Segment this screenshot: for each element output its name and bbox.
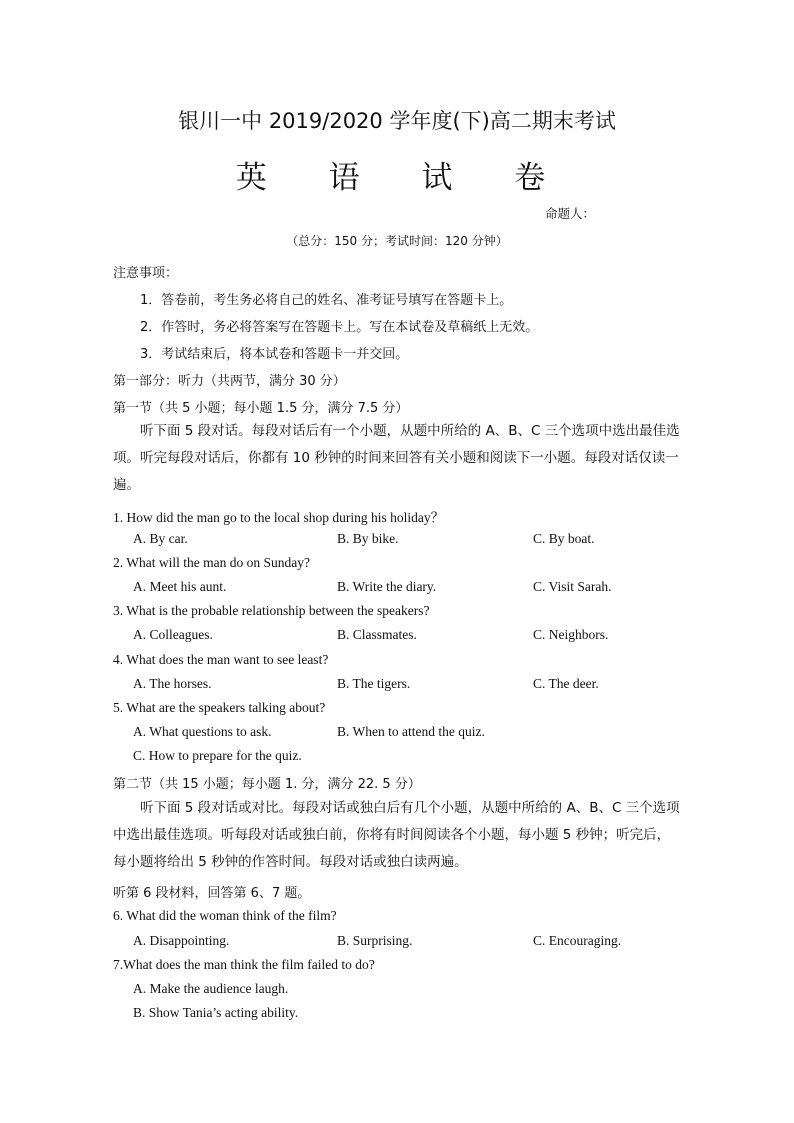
option-c: C. Neighbors. bbox=[533, 627, 609, 642]
subject-title: 英 语 试 卷 bbox=[235, 160, 572, 196]
question-stem: 6. What did the woman think of the film? bbox=[113, 908, 337, 923]
option-a: A. What questions to ask. bbox=[133, 724, 272, 739]
option-a: A. Disappointing. bbox=[133, 933, 230, 948]
part1-heading: 第一部分：听力（共两节，满分 30 分） bbox=[113, 374, 346, 389]
option-a: A. Colleagues. bbox=[133, 627, 213, 642]
option-b: B. When to attend the quiz. bbox=[337, 724, 485, 739]
section1-instructions: 听下面 5 段对话。每段对话后有一个小题，从题中所给的 A、B、C 三个选项中选出最佳选项。听完每段对话后，你都有 10 秒钟的时间来回答有关小题和阅读下一小题。每段对话仅读一遍。 bbox=[113, 423, 680, 493]
score-info: （总分：150 分；考试时间：120 分钟） bbox=[286, 234, 508, 248]
question-stem: 1. How did the man go to the local shop during his holiday？ bbox=[113, 510, 445, 525]
option-a: A. By car. bbox=[133, 531, 188, 546]
exam-title: 银川一中 2019/2020 学年度(下)高二期末考试 bbox=[178, 109, 616, 133]
section2-heading: 第二节（共 15 小题；每小题 1. 分，满分 22. 5 分） bbox=[113, 777, 421, 792]
question-stem: 3. What is the probable relationship between the speakers? bbox=[113, 603, 430, 618]
option-a: A. Make the audience laugh. bbox=[133, 981, 289, 996]
option-c: C. The deer. bbox=[533, 676, 599, 691]
option-a: A. Meet his aunt. bbox=[133, 579, 227, 594]
option-b: B. Surprising. bbox=[337, 933, 413, 948]
option-c: C. Encouraging. bbox=[533, 933, 622, 948]
section1-heading: 第一节（共 5 小题；每小题 1.5 分，满分 7.5 分） bbox=[113, 401, 409, 416]
material-note: 听第 6 段材料，回答第 6、7 题。 bbox=[113, 886, 311, 901]
question-stem: 5. What are the speakers talking about? bbox=[113, 700, 326, 715]
note-item: 1．答卷前，考生务必将自己的姓名、准考证号填写在答题卡上。 bbox=[140, 293, 513, 308]
option-b: B. Show Tania’s acting ability. bbox=[133, 1005, 299, 1020]
option-b: B. Classmates. bbox=[337, 627, 417, 642]
option-b: B. The tigers. bbox=[337, 676, 411, 691]
section2-instructions: 听下面 5 段对话或对比。每段对话或独白后有几个小题，从题中所给的 A、B、C 三个选项中选出最佳选项。听每段对话或独白前，你将有时间阅读各个小题，每小题 5 秒钟；听完后，每小题将给出 5 秒钟的作答时间。每段对话或独白读两遍。 bbox=[113, 800, 680, 870]
option-b: B. By bike. bbox=[337, 531, 399, 546]
notes-heading: 注意事项： bbox=[113, 266, 179, 281]
option-a: A. The horses. bbox=[133, 676, 212, 691]
option-b: B. Write the diary. bbox=[337, 579, 437, 594]
note-item: 3．考试结束后，将本试卷和答题卡一并交回。 bbox=[140, 347, 409, 362]
option-c: C. By boat. bbox=[533, 531, 595, 546]
question-stem: 2. What will the man do on Sunday? bbox=[113, 555, 310, 570]
question-stem: 4. What does the man want to see least? bbox=[113, 652, 329, 667]
note-item: 2．作答时，务必将答案写在答题卡上。写在本试卷及草稿纸上无效。 bbox=[140, 320, 539, 335]
option-c: C. Visit Sarah. bbox=[533, 579, 612, 594]
option-c: C. How to prepare for the quiz. bbox=[133, 748, 302, 763]
author-label: 命题人： bbox=[545, 206, 596, 221]
question-stem: 7.What does the man think the film failed to do? bbox=[113, 957, 375, 972]
